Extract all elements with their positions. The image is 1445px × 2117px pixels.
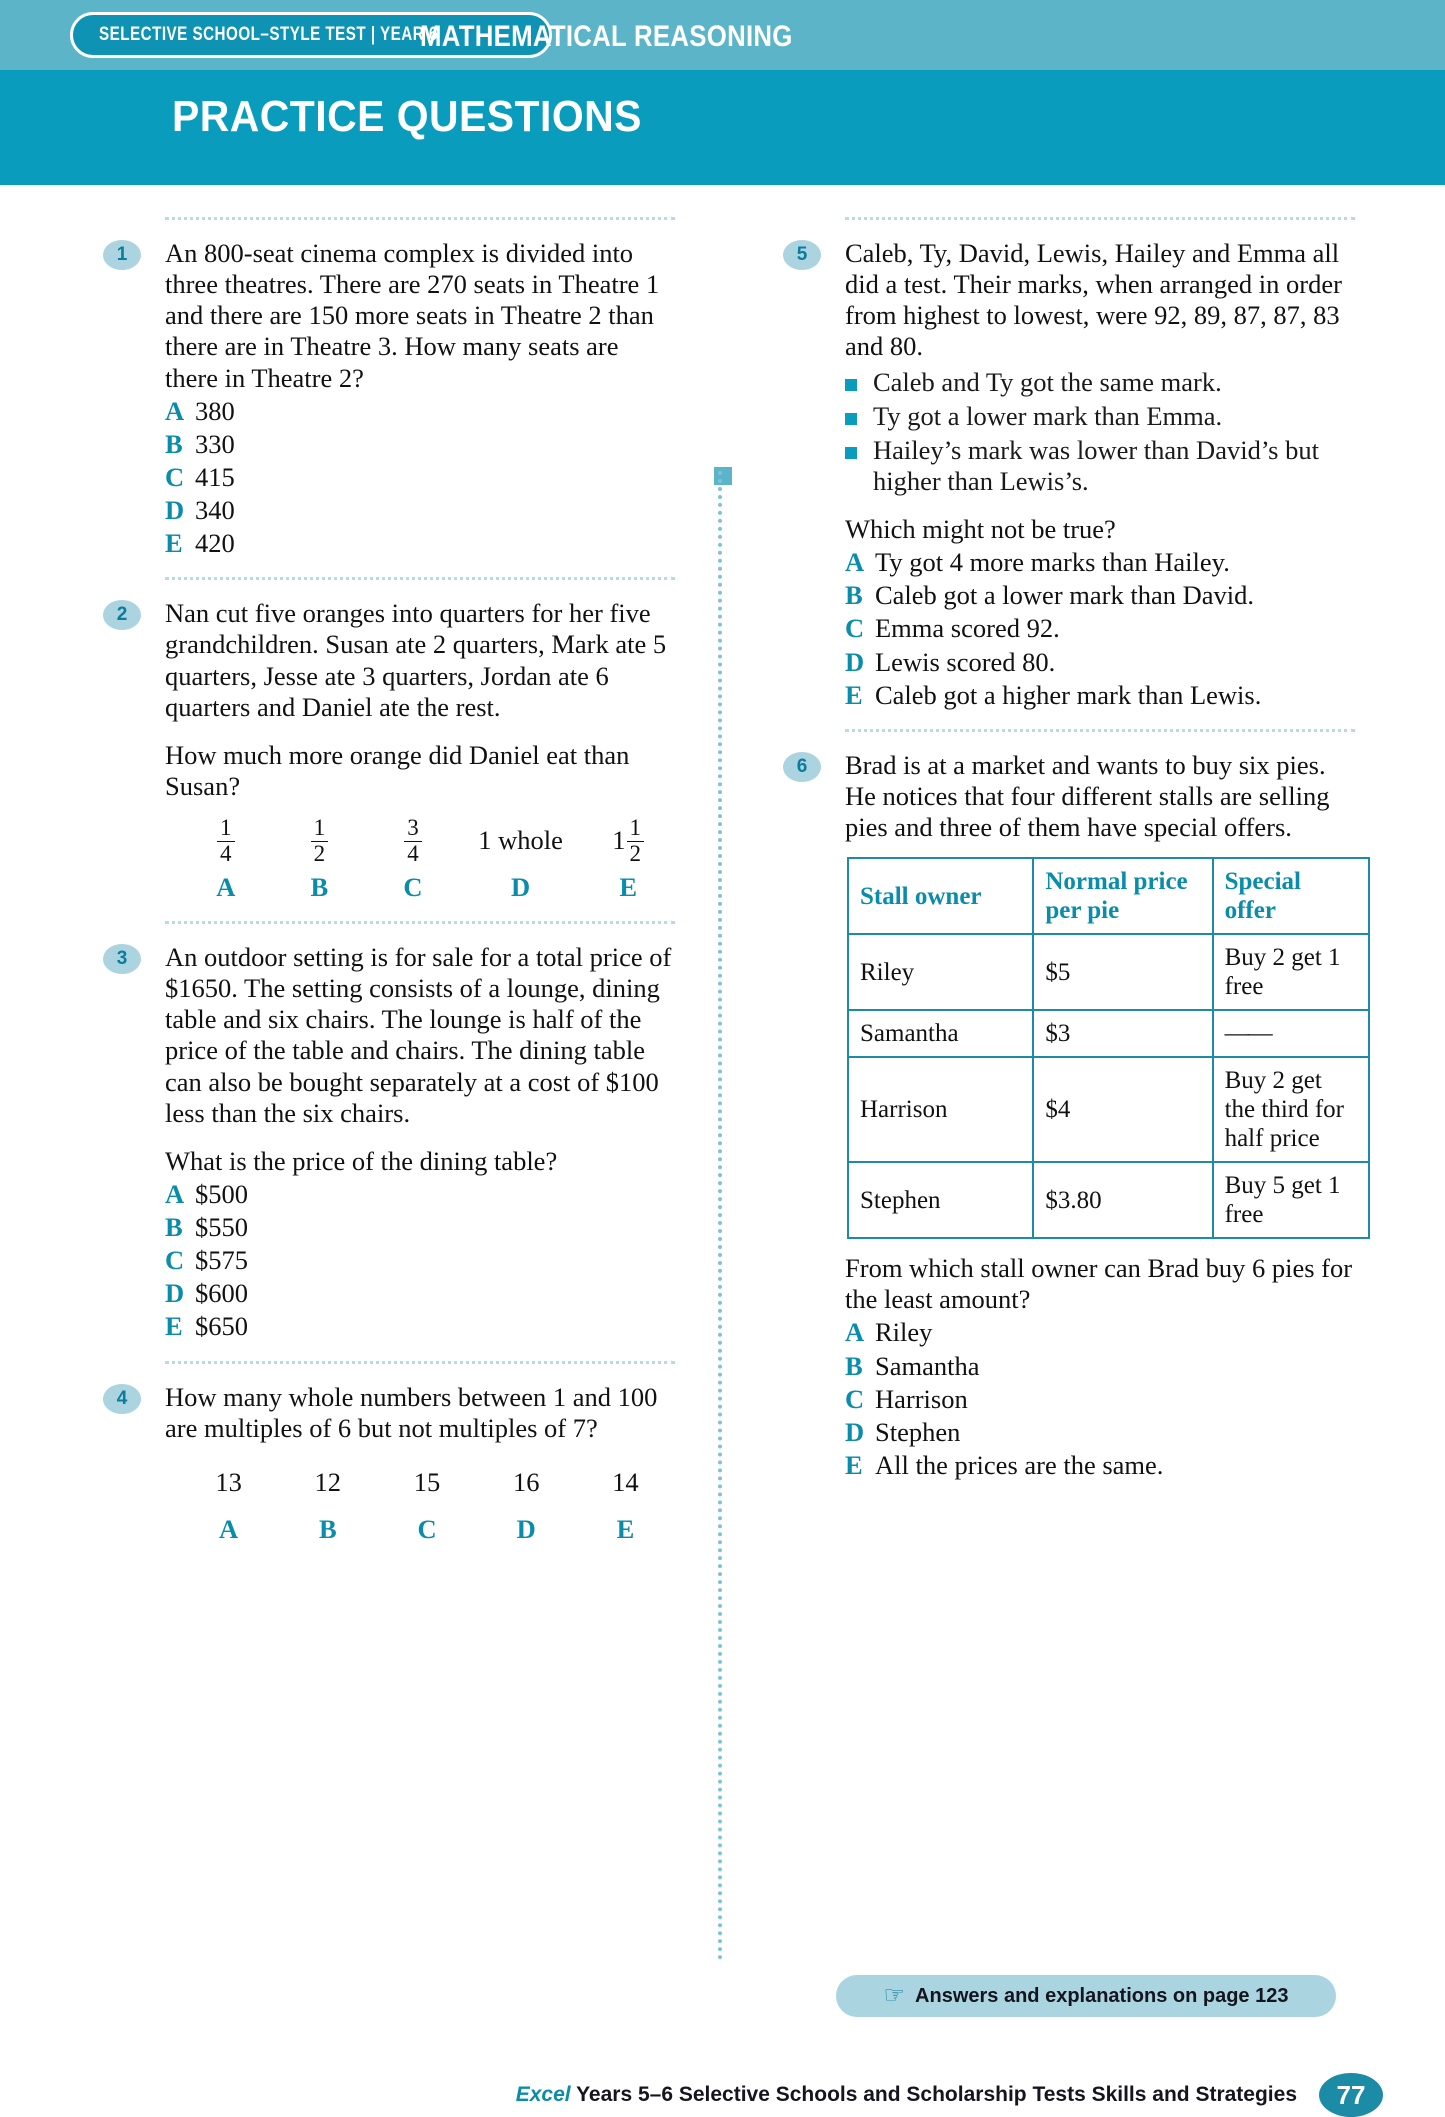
option-item-e[interactable] [845,680,1355,711]
option-list [165,396,675,560]
fraction [217,816,235,865]
question-bullet-list [845,367,1355,498]
option-letter: D [845,646,865,677]
question-paragraph: How many whole numbers between 1 and 100 are multiples of 6 but not multiples of 7? [165,1381,658,1443]
question-block [775,740,1355,1481]
fraction-numerator: 1 [313,815,326,841]
option-item-d[interactable] [845,1417,1355,1448]
option-text: Harrison [875,1383,968,1414]
option-letter: B [318,1513,337,1544]
offer-table-cell: $3 [1033,1010,1212,1057]
square-bullet-icon [845,367,873,398]
option-item-c[interactable] [845,1384,1355,1415]
question-separator [165,921,675,924]
mixed-whole: 1 [612,825,626,856]
question-text [165,942,675,1177]
question-text [845,238,1355,363]
option-list [845,547,1355,711]
option-value [366,812,460,870]
question-text [845,750,1355,843]
left-column [95,217,675,1563]
option-letter: C [165,1245,185,1276]
option-text: Caleb got a lower mark than David. [875,580,1254,611]
question-text [165,598,675,802]
offer-table-cell: Harrison [848,1057,1033,1162]
mixed-number [612,816,644,865]
option-letter: E [165,1311,183,1342]
option-text: $575 [195,1245,248,1276]
option-item-d[interactable] [477,1454,576,1545]
answers-reference-label: Answers and explanations on page 123 [915,1984,1289,2007]
offer-table-head [848,858,1369,934]
header-top-band [0,0,1445,70]
option-item-e[interactable] [581,812,675,903]
option-row [165,812,675,903]
option-item-c[interactable] [377,1454,476,1545]
option-text: $600 [195,1278,248,1309]
question-block [95,932,675,1343]
question-number-2: 2 [103,600,141,630]
offer-table-cell: Buy 2 get the third for half price [1213,1057,1369,1162]
fraction-denominator: 2 [627,841,645,866]
option-item-a[interactable] [165,396,675,427]
square-bullet-icon [845,435,873,497]
option-item-a[interactable] [179,1454,278,1545]
question-separator [165,577,675,580]
option-text: Riley [875,1317,933,1348]
question-number-4: 4 [103,1384,141,1414]
fraction-denominator: 4 [217,841,235,866]
option-letter: E [845,1449,863,1480]
question-separator [165,1361,675,1364]
option-item-b[interactable] [845,1351,1355,1382]
bullet-item [845,367,1355,398]
offer-table-cell: $4 [1033,1057,1212,1162]
square-bullet-glyph [845,447,857,459]
option-letter: A [216,872,236,902]
option-list [845,1317,1355,1481]
question-separator [845,729,1355,732]
section-title: PRACTICE QUESTIONS [172,92,642,141]
option-letter: C [845,1383,865,1414]
question-number-3: 3 [103,944,141,974]
option-item-a[interactable] [165,1179,675,1210]
offer-table-header-cell: Stall owner [848,858,1033,934]
option-text: 380 [195,395,235,426]
question-paragraph: Brad is at a market and wants to buy six pies. He notices that four different stalls are selling pies and three of them have special offers. [845,749,1330,842]
option-letter: D [165,1278,185,1309]
option-value: 1 whole [478,825,563,856]
question-number-1: 1 [103,240,141,270]
page-body [0,185,1445,2110]
option-text: 420 [195,528,235,559]
option-letter: B [310,872,329,902]
option-text: Ty got 4 more marks than Hailey. [875,547,1230,578]
option-letter: A [845,547,865,578]
question-separator [845,217,1355,220]
offer-table-header-cell: Normal price per pie [1033,858,1212,934]
option-value [581,812,675,870]
question-separator [165,217,675,220]
option-text: $500 [195,1178,248,1209]
offer-table-cell: —— [1213,1010,1369,1057]
option-item-a[interactable] [845,1317,1355,1348]
fraction-denominator: 2 [311,841,329,866]
footer-series-text [516,2083,1297,2107]
fraction [627,816,645,865]
question-paragraph: Nan cut five oranges into quarters for her five grandchildren. Susan ate 2 quarters, Mark ate 5 quarters, Jesse ate 3 quarters, Jordan ate 6 quarters and Daniel ate the rest. [165,598,667,722]
test-type-badge-label: SELECTIVE SCHOOL–STYLE TEST | YEAR 6 [99,24,438,45]
option-letter: C [165,461,185,492]
option-text: 340 [195,495,235,525]
option-letter: D [165,495,185,525]
option-letter: B [165,1212,183,1242]
page-footer [0,2073,1445,2117]
option-item-d[interactable] [460,812,582,903]
question-block [775,228,1355,711]
option-item-c[interactable] [165,1245,675,1276]
option-item-c[interactable] [165,462,675,493]
pointing-hand-icon: ☞ [883,1983,906,2009]
question-text [165,238,675,394]
option-value [179,812,273,870]
offer-table-cell: Stephen [848,1162,1033,1238]
option-text: Samantha [875,1350,980,1381]
question-paragraph: What is the price of the dining table? [165,1145,558,1176]
fraction [311,816,329,865]
option-letter: C [845,613,865,644]
fraction-numerator: 1 [629,815,642,841]
table-row [848,1162,1369,1238]
option-item-e[interactable] [845,1450,1355,1481]
option-letter: B [165,428,183,459]
option-item-a[interactable] [845,547,1355,578]
option-letter: B [845,580,863,611]
square-bullet-glyph [845,413,857,425]
option-text: Emma scored 92. [875,613,1060,644]
offer-table-cell: Samantha [848,1010,1033,1057]
option-item-a[interactable] [179,812,273,903]
question-followup [845,1253,1355,1315]
offer-table-cell: Buy 2 get 1 free [1213,934,1369,1010]
right-column [775,217,1355,1563]
question-paragraph: An outdoor setting is for sale for a total price of $1650. The setting consists of a lounge, dining table and six chairs. The lounge is half of the price of the table and chairs. The dining table can also be bought separately at a cost of $100 less than the six chairs. [165,942,672,1128]
offer-table-cell: $5 [1033,934,1212,1010]
bullet-text: Hailey’s mark was lower than David’s but higher than Lewis’s. [873,434,1319,496]
option-letter: A [219,1513,239,1544]
bullet-text: Ty got a lower mark than Emma. [873,400,1223,431]
option-letter: E [845,679,863,710]
option-item-b[interactable] [845,580,1355,611]
page-number-badge: 77 [1319,2073,1383,2117]
option-letter: B [845,1350,863,1381]
table-row [848,1010,1369,1057]
option-value [273,812,367,870]
option-letter: E [165,528,183,559]
answers-reference-banner [836,1975,1336,2017]
fraction-denominator: 4 [404,841,422,866]
option-row [165,1454,675,1545]
brand-name: Excel [515,2083,571,2106]
question-text [165,1382,675,1444]
question-paragraph: Which might not be true? [845,514,1116,544]
option-letter: E [616,1513,635,1544]
bullet-text: Caleb and Ty got the same mark. [873,366,1222,397]
option-letter: A [165,395,185,426]
option-item-e[interactable] [576,1454,675,1545]
question-block [95,588,675,903]
question-paragraph: From which stall owner can Brad buy 6 pies for the least amount? [845,1253,1353,1315]
option-text: 330 [195,428,235,459]
offer-table-cell: $3.80 [1033,1162,1212,1238]
option-item-d[interactable] [845,647,1355,678]
option-item-b[interactable] [165,1212,675,1243]
option-letter: A [165,1178,185,1209]
option-text: Caleb got a higher mark than Lewis. [875,679,1262,710]
bullet-item [845,435,1355,497]
question-paragraph: An 800-seat cinema complex is divided into three theatres. There are 270 seats in Theatre 1 and there are 150 more seats in Theatre 2 than there are in Theatre 3. How many seats are there in Theatre 2? [165,238,660,393]
question-block [95,228,675,559]
option-value: 16 [512,1467,540,1498]
fraction-numerator: 1 [220,815,232,841]
question-block [95,1372,675,1545]
bullet-item [845,401,1355,432]
subject-title: MATHEMATICAL REASONING [420,20,793,53]
two-column-layout [0,185,1445,1563]
option-letter: C [403,872,423,902]
offer-table-cell: Riley [848,934,1033,1010]
option-value: 13 [215,1467,242,1498]
option-item-b[interactable] [273,812,367,903]
option-item-b[interactable] [278,1454,377,1545]
question-paragraph: Caleb, Ty, David, Lewis, Hailey and Emma all did a test. Their marks, when arranged in order from highest to lowest, were 92, 89, 87, 87, 83 and 80. [845,238,1342,362]
table-row [848,1057,1369,1162]
option-value: 15 [413,1467,441,1498]
offer-table [847,857,1370,1239]
option-text: $550 [195,1212,248,1242]
series-name: Years 5–6 Selective Schools and Scholarship Tests Skills and Strategies [570,2083,1297,2106]
question-paragraph: How much more orange did Daniel eat than Susan? [165,739,630,801]
offer-table-header-row [848,858,1369,934]
fraction [404,816,422,865]
offer-table-header-cell: Special offer [1213,858,1369,934]
option-letter: D [510,872,531,902]
option-text: $650 [195,1311,248,1342]
offer-table-cell: Buy 5 get 1 free [1213,1162,1369,1238]
question-number-6: 6 [783,752,821,782]
table-row [848,934,1369,1010]
option-letter: D [516,1513,536,1544]
option-item-d[interactable] [165,495,675,526]
option-list [165,1179,675,1343]
option-text: All the prices are the same. [875,1449,1164,1480]
option-letter: E [619,872,638,902]
offer-table-body [848,934,1369,1238]
option-value: 14 [612,1467,639,1498]
square-bullet-glyph [845,379,857,391]
fraction-numerator: 3 [407,815,419,841]
option-letter: A [845,1317,865,1348]
question-followup [845,514,1355,545]
option-text: 415 [195,461,235,492]
square-bullet-icon [845,401,873,432]
option-item-e[interactable] [165,1311,675,1342]
option-item-b[interactable] [165,429,675,460]
header-bottom-band [0,70,1445,185]
question-number-5: 5 [783,240,821,270]
option-text: Stephen [875,1416,961,1447]
option-item-c[interactable] [845,613,1355,644]
option-item-c[interactable] [366,812,460,903]
option-item-e[interactable] [165,528,675,559]
option-letter: D [845,1416,865,1447]
option-letter: C [417,1513,437,1544]
option-value: 12 [314,1467,342,1498]
option-item-d[interactable] [165,1278,675,1309]
option-text: Lewis scored 80. [875,646,1056,677]
